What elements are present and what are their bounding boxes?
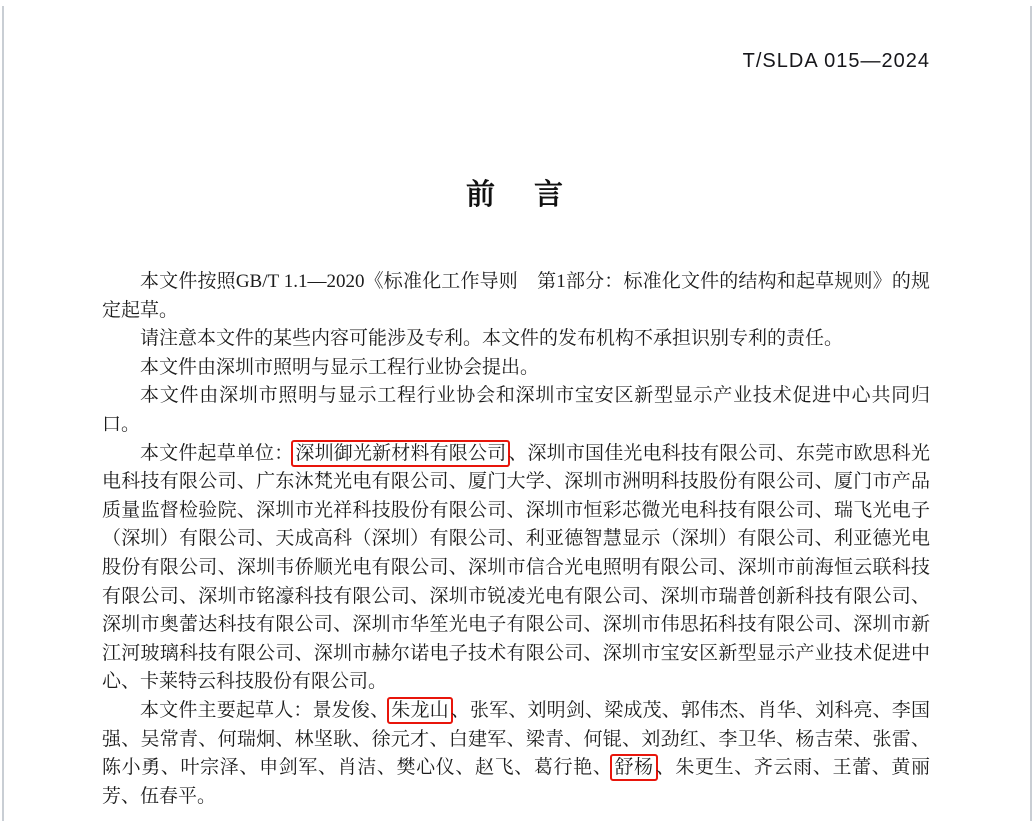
page-right-border	[1030, 6, 1032, 821]
standard-doc-number: T/SLDA 015—2024	[742, 50, 930, 72]
foreword-title: 前 言	[465, 179, 568, 211]
foreword-body	[102, 268, 930, 811]
paragraph-centralized-by: 本文件由深圳市照明与显示工程行业协会和深圳市宝安区新型显示产业技术促进中心共同归口。	[102, 385, 930, 435]
paragraph-patent-notice: 请注意本文件的某些内容可能涉及专利。本文件的发布机构不承担识别专利的责任。	[140, 328, 844, 350]
highlight-box-organization: 深圳御光新材料有限公司	[291, 440, 510, 467]
drafters-tail-list: 、朱更生、齐云雨、王蕾、黄丽芳、伍春平。	[102, 757, 930, 807]
drafting-orgs-prefix: 本文件起草单位：	[140, 442, 294, 464]
highlight-box-drafter-2: 舒杨	[610, 754, 657, 781]
drafting-orgs-list: 、深圳市国佳光电科技有限公司、东莞市欧思科光电科技有限公司、广东沐梵光电有限公司、厦门大学、深圳市洲明科技股份有限公司、厦门市产品质量监督检验院、深圳市光祥科技股份有限公司、深圳市恒彩芯微光电科技有限公司、瑞飞光电子（深圳）有限公司、天成高科（深圳）有限公司、利亚德智慧显示（深圳）有限公司、利亚德光电股份有限公司、深圳韦侨顺光电有限公司、深圳市信合光电照明有限公司、深圳市前海恒云联科技有限公司、深圳市铭濠科技有限公司、深圳市锐凌光电有限公司、深圳市瑞普创新科技有限公司、深圳市奥蕾达科技有限公司、深圳市华笙光电子有限公司、深圳市伟思拓科技有限公司、深圳市新江河玻璃科技有限公司、深圳市赫尔诺电子技术有限公司、深圳市宝安区新型显示产业技术促进中心、卡莱特云科技股份有限公司。	[102, 442, 930, 693]
drafters-middle-list: 、张军、刘明剑、梁成茂、郭伟杰、肖华、刘科亮、李国强、吴常青、何瑞炯、林坚耿、徐元才、白建军、梁青、何锟、刘劲红、李卫华、杨吉荣、张雷、陈小勇、叶宗泽、申剑军、肖洁、樊心仪、赵飞、葛行艳、	[102, 699, 930, 779]
paragraph-drafting-organizations	[102, 440, 930, 697]
page-left-border	[2, 6, 4, 821]
paragraph-drafting-rule: 本文件按照GB/T 1.1—2020《标准化工作导则 第1部分：标准化文件的结构和起草规则》的规定起草。	[102, 271, 930, 321]
paragraph-proposed-by: 本文件由深圳市照明与显示工程行业协会提出。	[140, 356, 540, 378]
paragraph-main-drafters	[102, 697, 930, 811]
highlight-box-drafter-1: 朱龙山	[387, 697, 453, 724]
drafters-prefix: 本文件主要起草人：景发俊、	[140, 699, 390, 721]
